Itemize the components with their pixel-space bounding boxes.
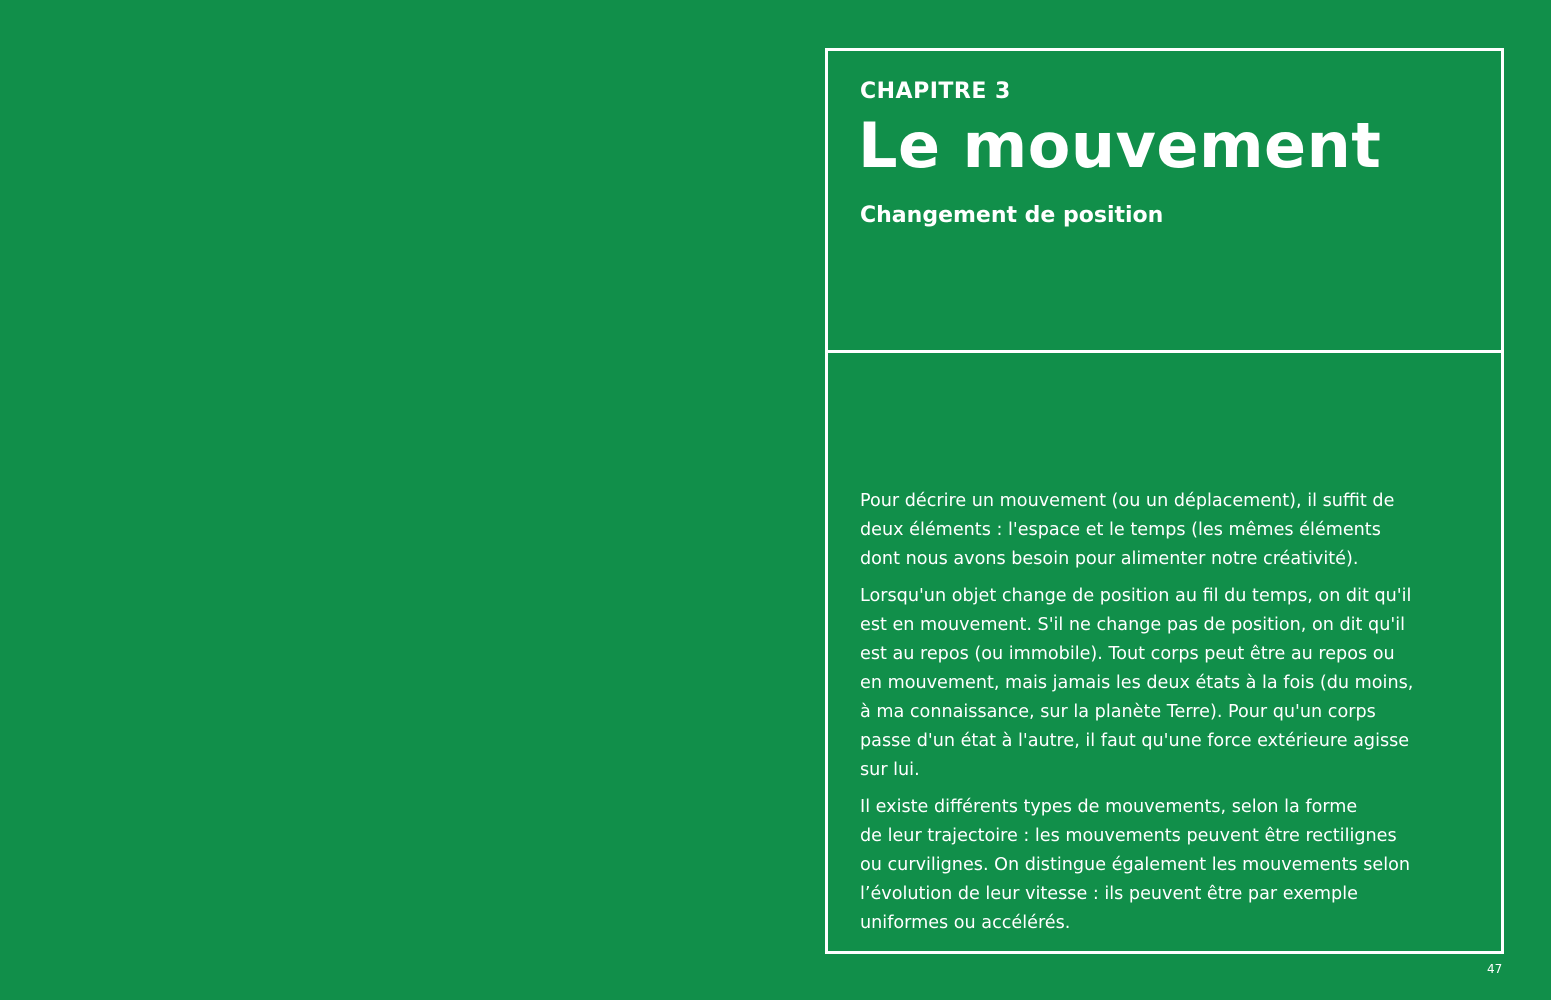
frame-divider xyxy=(828,350,1501,353)
text-line: deux éléments : l'espace et le temps (les mêmes éléments xyxy=(860,520,1381,540)
text-line: sur lui. xyxy=(860,760,920,780)
paragraph-2 xyxy=(860,582,1490,785)
text-line: dont nous avons besoin pour alimenter notre créativité). xyxy=(860,549,1359,569)
paragraph-1 xyxy=(860,487,1490,574)
chapter-title: Le mouvement xyxy=(858,109,1382,182)
paragraph-3 xyxy=(860,793,1490,938)
text-line: passe d'un état à l'autre, il faut qu'une force extérieure agisse xyxy=(860,731,1410,751)
text-line: Pour décrire un mouvement (ou un déplacement), il suffit de xyxy=(860,491,1395,511)
chapter-label: CHAPITRE 3 xyxy=(860,79,1011,104)
chapter-body xyxy=(860,487,1490,946)
text-line: est au repos (ou immobile). Tout corps peut être au repos ou xyxy=(860,644,1395,664)
text-line: est en mouvement. S'il ne change pas de position, on dit qu'il xyxy=(860,615,1405,635)
text-line: de leur trajectoire : les mouvements peuvent être rectilignes xyxy=(860,826,1397,846)
text-line: l’évolution de leur vitesse : ils peuvent être par exemple xyxy=(860,884,1358,904)
text-line: Lorsqu'un objet change de position au fil du temps, on dit qu'il xyxy=(860,586,1412,606)
text-line: Il existe différents types de mouvements, selon la forme xyxy=(860,797,1358,817)
text-line: en mouvement, mais jamais les deux états à la fois (du moins, xyxy=(860,673,1414,693)
page-number: 47 xyxy=(1487,962,1503,976)
chapter-subtitle: Changement de position xyxy=(860,203,1164,228)
text-line: ou curvilignes. On distingue également les mouvements selon xyxy=(860,855,1411,875)
text-line: uniformes ou accélérés. xyxy=(860,913,1071,933)
text-line: à ma connaissance, sur la planète Terre). Pour qu'un corps xyxy=(860,702,1376,722)
chapter-frame xyxy=(825,48,1504,954)
